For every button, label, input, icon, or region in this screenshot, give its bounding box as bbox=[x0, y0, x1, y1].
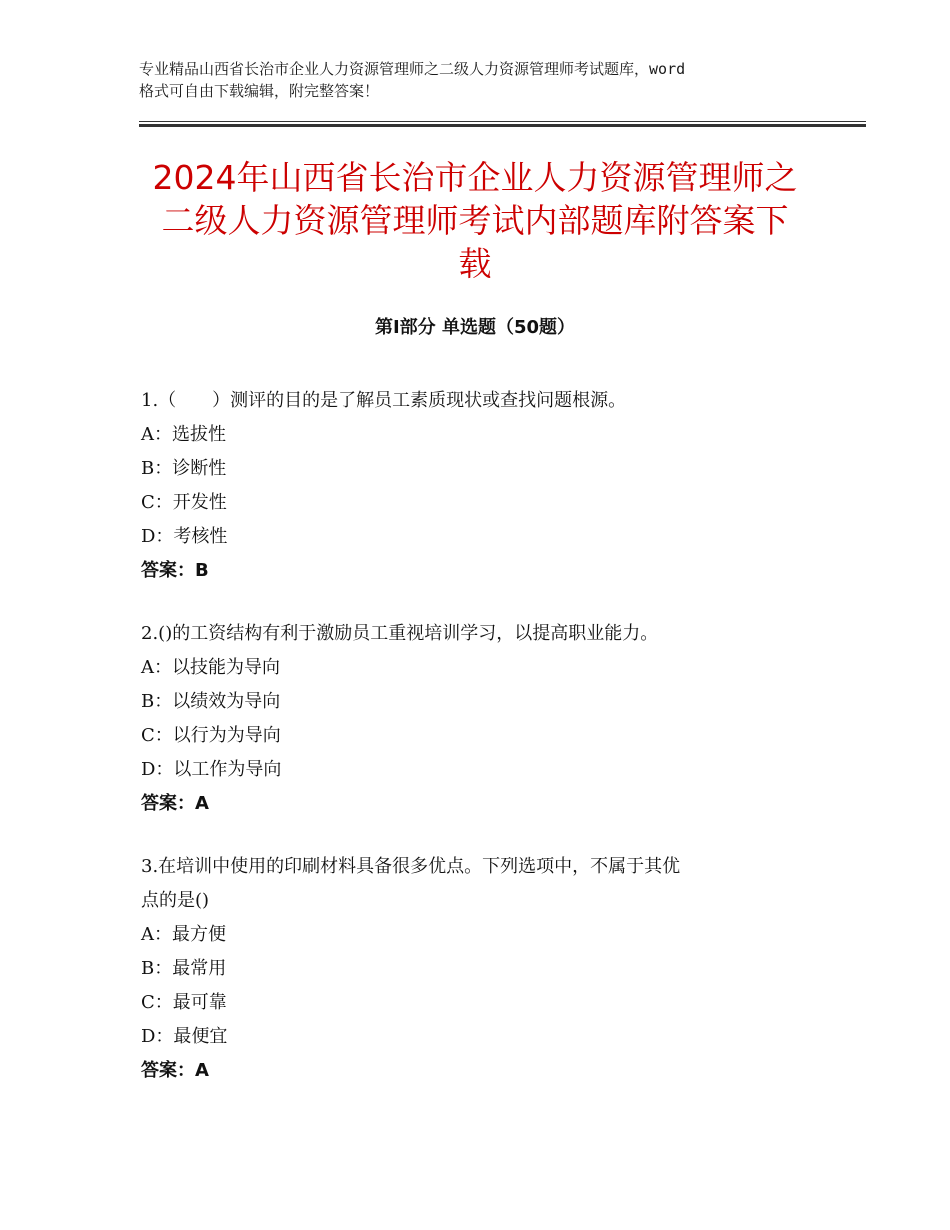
section-heading: 第Ⅰ部分 单选题（50题） bbox=[374, 317, 575, 338]
option-d: D：最便宜 bbox=[141, 1026, 228, 1047]
option-c: C：最可靠 bbox=[141, 992, 227, 1013]
option-b: B：诊断性 bbox=[141, 458, 227, 479]
answer-label: 答案：A bbox=[141, 1060, 209, 1081]
question-stem-continued: 点的是() bbox=[141, 890, 210, 911]
question-stem: 1.（ ）测评的目的是了解员工素质现状或查找问题根源。 bbox=[141, 390, 627, 411]
question-stem: 3.在培训中使用的印刷材料具备很多优点。下列选项中，不属于其优 bbox=[141, 856, 681, 877]
header-note-line-2: 格式可自由下载编辑，附完整答案！ bbox=[139, 82, 380, 100]
question-3 bbox=[141, 850, 821, 1088]
header-rule-thick bbox=[139, 124, 866, 127]
question-list bbox=[141, 384, 821, 1117]
answer-label: 答案：B bbox=[141, 560, 209, 581]
option-c: C：开发性 bbox=[141, 492, 227, 513]
header-note bbox=[139, 58, 819, 102]
title-line-1: 2024年山西省长治市企业人力资源管理师之 bbox=[152, 158, 798, 197]
answer-label: 答案：A bbox=[141, 793, 209, 814]
title-line-2: 二级人力资源管理师考试内部题库附答案下 bbox=[161, 201, 789, 240]
option-a: A：选拔性 bbox=[141, 424, 226, 445]
question-1 bbox=[141, 384, 821, 588]
option-b: B：最常用 bbox=[141, 958, 227, 979]
option-d: D：考核性 bbox=[141, 526, 228, 547]
option-c: C：以行为为导向 bbox=[141, 725, 281, 746]
header-rule-thin bbox=[139, 121, 866, 122]
option-a: A：最方便 bbox=[141, 924, 226, 945]
option-b: B：以绩效为导向 bbox=[141, 691, 281, 712]
header-note-line-1: 专业精品山西省长治市企业人力资源管理师之二级人力资源管理师考试题库，word bbox=[139, 60, 686, 78]
option-d: D：以工作为导向 bbox=[141, 759, 282, 780]
question-2 bbox=[141, 617, 821, 821]
option-a: A：以技能为导向 bbox=[141, 657, 280, 678]
title-line-3: 载 bbox=[458, 244, 492, 283]
question-stem: 2.()的工资结构有利于激励员工重视培训学习，以提高职业能力。 bbox=[141, 623, 659, 644]
document-title bbox=[130, 156, 820, 285]
